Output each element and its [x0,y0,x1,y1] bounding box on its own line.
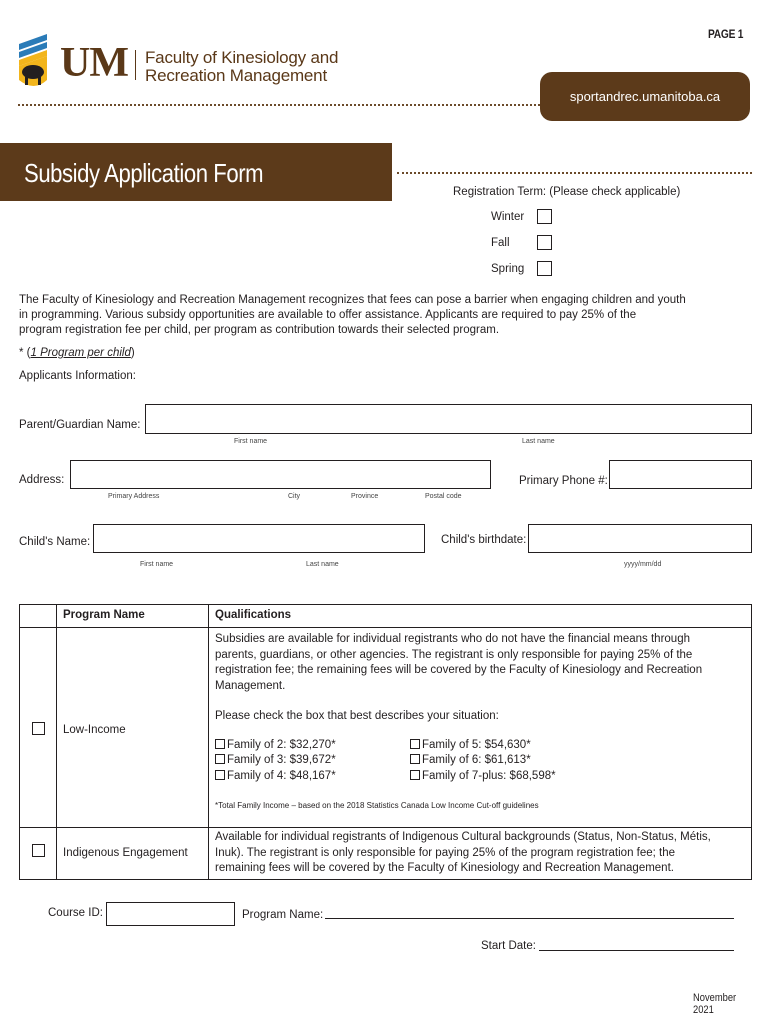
low-income-desc-4: Management. [215,679,286,692]
term-fall-checkbox[interactable] [537,235,552,250]
family-4-checkbox[interactable] [215,770,225,780]
address-primary-hint: Primary Address [108,493,160,500]
family-5-checkbox[interactable] [410,739,420,749]
table-row [20,828,752,880]
guardian-last-hint: Last name [522,438,555,445]
table-header-blank [20,605,57,628]
intro-line-1: The Faculty of Kinesiology and Recreation Management recognizes that fees can pose a barrier when engaging children and youth [19,294,686,306]
family-7-label: Family of 7-plus: $68,598* [422,769,556,782]
family-6-label: Family of 6: $61,613* [422,754,531,766]
intro-line-3: program registration fee per child, per program as contribution towards their selected program. [19,324,500,336]
address-postal-hint: Postal code [425,493,462,500]
indigenous-desc-2: Inuk). The registrant is only responsible for paying 25% of the program registration fee; the [215,846,676,859]
child-name-input[interactable] [93,524,425,553]
family-3-checkbox[interactable] [215,754,225,764]
phone-label: Primary Phone #: [519,475,608,487]
term-fall-label: Fall [491,237,510,249]
program-table [19,604,752,880]
form-title [0,143,392,201]
indigenous-name: Indigenous Engagement [57,828,209,880]
header-dotted-rule [18,104,544,106]
guardian-first-hint: First name [234,438,268,445]
indigenous-desc-1: Available for individual registrants of Indigenous Cultural backgrounds (Status, Non-Status, Métis, [215,831,711,843]
family-4-label: Family of 4: $48,167* [227,769,336,782]
program-name-header: Program Name [57,605,209,628]
bison-shield-logo-icon [17,34,51,92]
birthdate-label: Child's birthdate: [441,534,527,546]
family-7-checkbox[interactable] [410,770,420,780]
guardian-name-label: Parent/Guardian Name: [19,419,141,431]
family-3-label: Family of 3: $39,672* [227,754,336,766]
address-input[interactable] [70,460,491,489]
faculty-line-1: Faculty of Kinesiology and [145,48,339,67]
table-header-row [20,605,752,628]
family-option[interactable] [215,753,410,769]
family-2-checkbox[interactable] [215,739,225,749]
address-label: Address: [19,474,65,486]
program-name-label: Program Name: [242,909,324,921]
program-note-prefix: * ( [19,347,31,359]
low-income-desc-2: parents, guardians, or other agencies. The registrant is only responsible for paying 25% of the [215,648,693,661]
faculty-line-2: Recreation Management [145,66,327,85]
website-url[interactable]: sportandrec.umanitoba.ca [540,72,750,121]
low-income-instruction: Please check the box that best describes your situation: [215,710,499,722]
family-option[interactable] [215,769,410,785]
course-id-input[interactable] [106,902,235,926]
start-date-line[interactable] [539,950,734,951]
applicants-heading: Applicants Information: [19,370,136,382]
course-id-label: Course ID: [48,907,103,919]
family-option[interactable] [410,769,610,785]
family-size-options [215,738,746,785]
address-province-hint: Province [351,493,379,500]
family-2-label: Family of 2: $32,270* [227,738,336,751]
low-income-desc-1: Subsidies are available for individual registrants who do not have the financial means through [215,633,690,645]
table-row [20,628,752,828]
start-date-label: Start Date: [481,940,536,952]
um-logo-text: UM [60,40,128,86]
intro-paragraph [19,293,759,338]
family-option[interactable] [215,738,410,754]
birthdate-input[interactable] [528,524,752,553]
low-income-qualifications [209,628,752,828]
income-footnote: *Total Family Income – based on the 2018 Statistics Canada Low Income Cut-off guidelines [215,801,539,810]
footer-date: November 2021 [693,992,737,1016]
term-winter-label: Winter [491,211,525,223]
form-title-text: Subsidy Application Form [24,158,264,188]
term-spring-checkbox[interactable] [537,261,552,276]
family-option[interactable] [410,738,610,754]
qualifications-header: Qualifications [209,605,752,628]
page-number: PAGE 1 [708,27,744,41]
low-income-checkbox[interactable] [32,722,45,735]
birthdate-format-hint: yyyy/mm/dd [624,561,662,568]
program-note-text: 1 Program per child [30,347,131,359]
faculty-name [145,49,338,85]
term-winter-checkbox[interactable] [537,209,552,224]
program-note-suffix: ) [130,347,135,359]
indigenous-checkbox[interactable] [32,844,45,857]
intro-line-2: in programming. Various subsidy opportunities are available to offer assistance. Applicants are required to pay 25% of the [19,309,637,321]
indigenous-qualifications [209,828,752,880]
program-name-line[interactable] [325,918,734,919]
indigenous-checkbox-cell [20,828,57,880]
child-name-label: Child's Name: [19,536,91,548]
term-spring-label: Spring [491,263,525,275]
child-first-hint: First name [140,561,174,568]
family-6-checkbox[interactable] [410,754,420,764]
low-income-desc-3: registration fee; the remaining fees will be covered by the Faculty of Kinesiology and Recreation [215,664,703,676]
indigenous-desc-3: remaining fees will be covered by the Faculty of Kinesiology and Recreation Management. [215,862,674,874]
low-income-checkbox-cell [20,628,57,828]
phone-input[interactable] [609,460,752,489]
family-option[interactable] [410,753,610,769]
family-5-label: Family of 5: $54,630* [422,738,531,751]
program-note [19,346,135,361]
address-city-hint: City [288,493,301,500]
title-dotted-rule [397,172,752,174]
child-last-hint: Last name [306,561,339,568]
guardian-name-input[interactable] [145,404,752,434]
low-income-name: Low-Income [57,628,209,828]
logo-divider [135,50,136,80]
registration-term-label: Registration Term: (Please check applicable) [453,186,681,198]
